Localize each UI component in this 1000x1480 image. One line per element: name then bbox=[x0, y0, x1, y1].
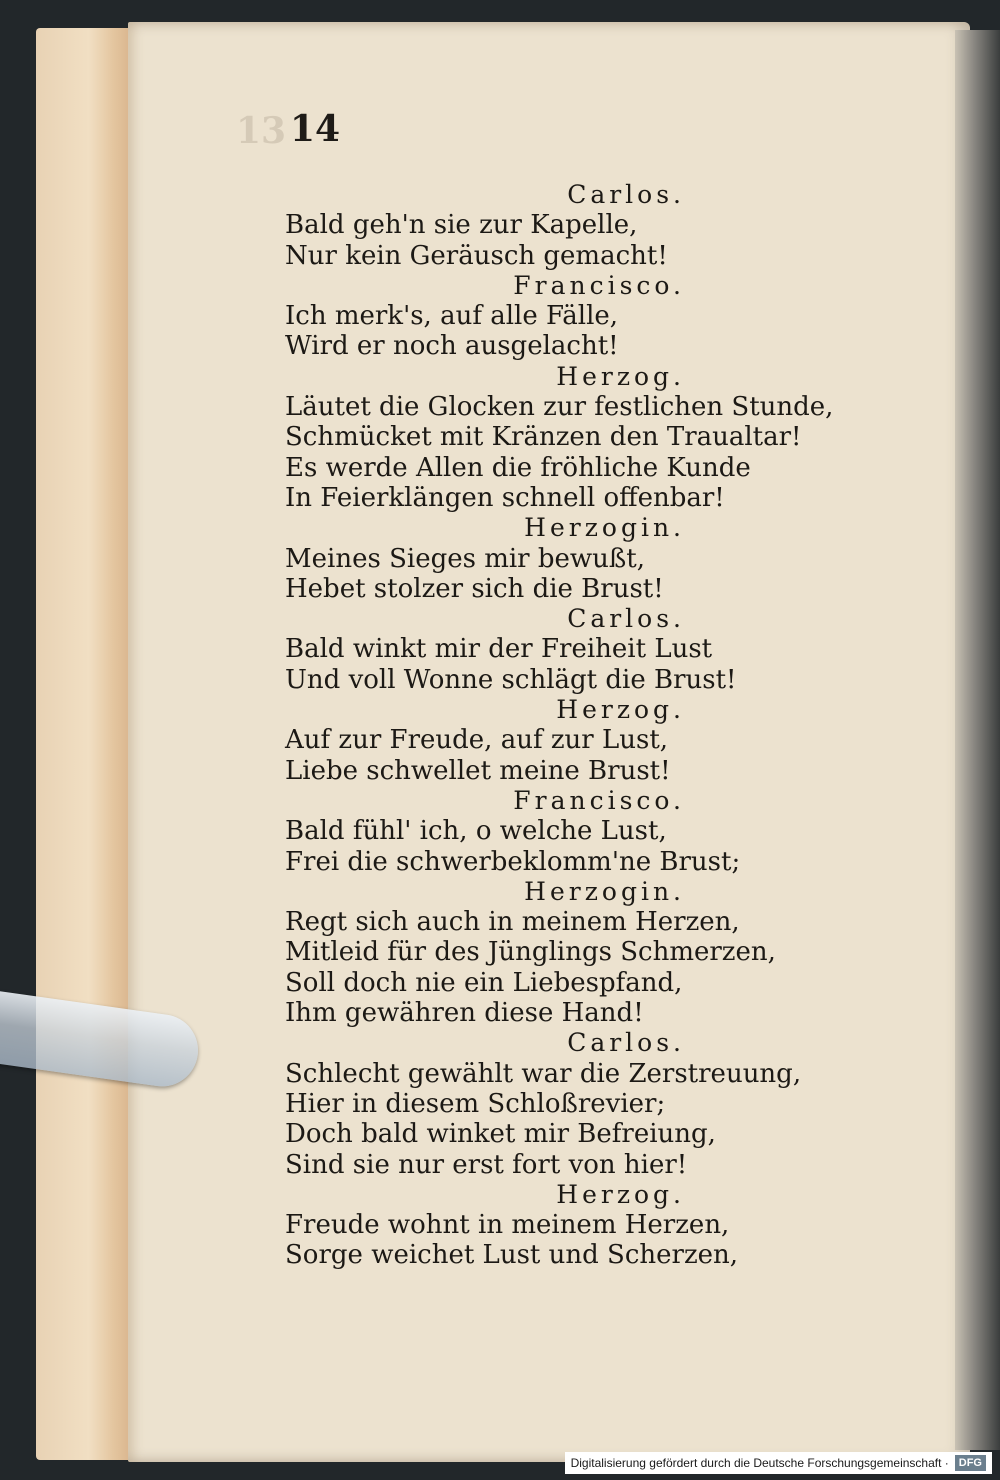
verse-line: Schmücket mit Kränzen den Traualtar! bbox=[285, 422, 802, 453]
speaker-name: Herzog. bbox=[556, 1179, 685, 1209]
verse-line: Bald fühl' ich, o welche Lust, bbox=[285, 816, 667, 847]
verse-line: Soll doch nie ein Liebespfand, bbox=[285, 967, 683, 998]
verse-line: In Feierklängen schnell offenbar! bbox=[285, 482, 725, 513]
verse-line: Nur kein Geräusch gemacht! bbox=[285, 240, 668, 271]
speaker-name: Carlos. bbox=[567, 1028, 685, 1058]
verse-line: Wird er noch ausgelacht! bbox=[285, 331, 619, 362]
speaker-name: Herzog. bbox=[556, 361, 685, 391]
speaker-name: Francisco. bbox=[513, 785, 685, 815]
verse-line: Freude wohnt in meinem Herzen, bbox=[285, 1210, 730, 1241]
dfg-logo-icon: DFG bbox=[955, 1455, 986, 1471]
verse-line: Auf zur Freude, auf zur Lust, bbox=[285, 725, 669, 756]
speaker-name: Herzog. bbox=[556, 695, 685, 725]
verse-line: Mitleid für des Jünglings Schmerzen, bbox=[285, 937, 776, 968]
funding-footer bbox=[565, 1452, 992, 1474]
verse-line: Schlecht gewählt war die Zerstreuung, bbox=[285, 1058, 802, 1089]
verse-line: Bald geh'n sie zur Kapelle, bbox=[285, 210, 638, 241]
speaker-name: Francisco. bbox=[513, 270, 685, 300]
verse-line: Liebe schwellet meine Brust! bbox=[285, 755, 671, 786]
page-stack-edge bbox=[36, 28, 132, 1460]
verse-text bbox=[285, 180, 834, 1271]
verse-line: Meines Sieges mir bewußt, bbox=[285, 543, 645, 574]
verse-line: Ich merk's, auf alle Fälle, bbox=[285, 301, 619, 332]
verse-line: Sind sie nur erst fort von hier! bbox=[285, 1149, 688, 1180]
page-number: 14 bbox=[290, 108, 341, 150]
speaker-name: Herzogin. bbox=[524, 513, 685, 543]
verse-line: Ihm gewähren diese Hand! bbox=[285, 998, 644, 1029]
verse-line: Frei die schwerbeklomm'ne Brust; bbox=[285, 846, 741, 877]
speaker-name: Carlos. bbox=[567, 604, 685, 634]
verse-line: Regt sich auch in meinem Herzen, bbox=[285, 907, 740, 938]
verse-line: Doch bald winket mir Befreiung, bbox=[285, 1119, 716, 1150]
verse-line: Läutet die Glocken zur festlichen Stunde, bbox=[285, 392, 834, 423]
verse-line: Hier in diesem Schloßrevier; bbox=[285, 1088, 666, 1119]
verse-line: Es werde Allen die fröhliche Kunde bbox=[285, 452, 751, 483]
binding-shadow bbox=[955, 30, 1000, 1450]
footer-text: Digitalisierung gefördert durch die Deutsche Forschungsgemeinschaft · bbox=[570, 1456, 949, 1470]
verse-line: Hebet stolzer sich die Brust! bbox=[285, 573, 664, 604]
verse-line: Sorge weichet Lust und Scherzen, bbox=[285, 1240, 739, 1271]
speaker-name: Carlos. bbox=[567, 180, 685, 209]
verse-line: Bald winkt mir der Freiheit Lust bbox=[285, 634, 713, 665]
bleed-through-page-number: 13 bbox=[236, 110, 287, 152]
verse-line: Und voll Wonne schlägt die Brust! bbox=[285, 664, 737, 695]
speaker-name: Herzogin. bbox=[524, 876, 685, 906]
